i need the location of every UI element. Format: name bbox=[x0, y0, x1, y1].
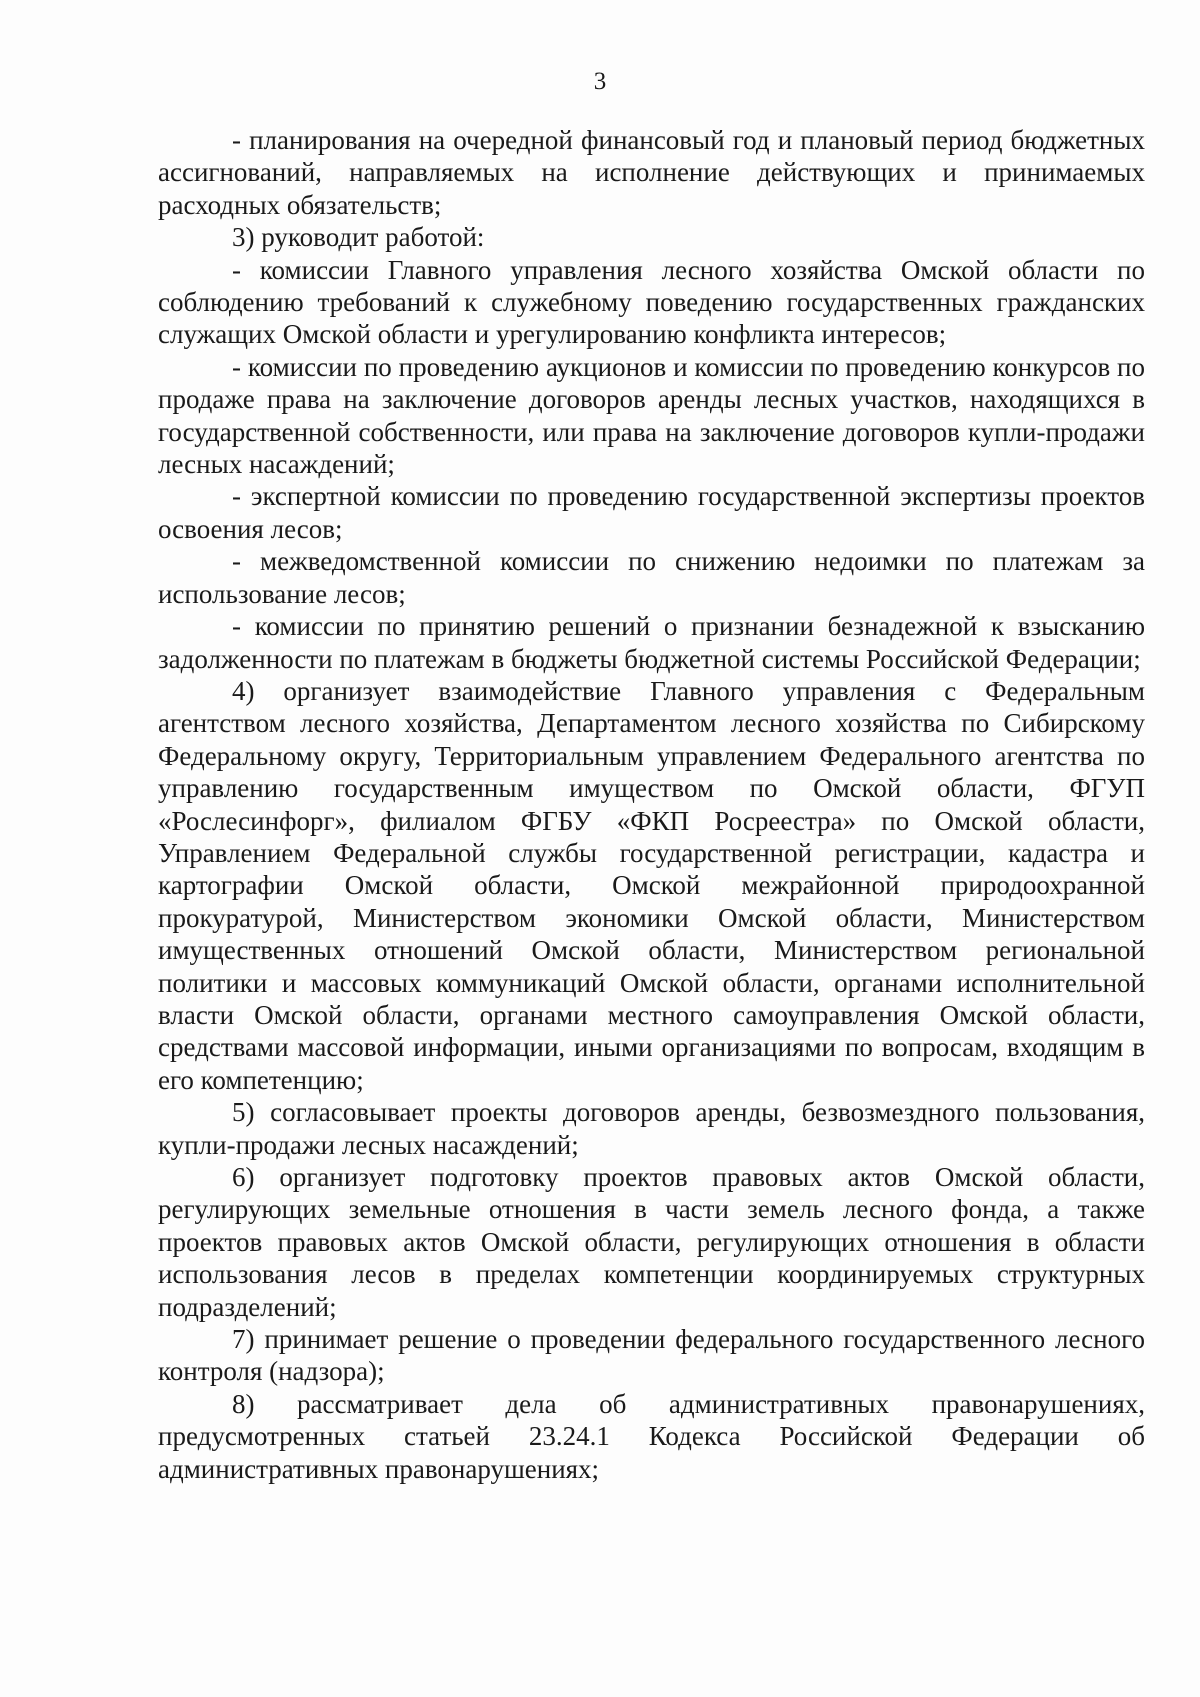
paragraph-bad-debt-commission: - комиссии по принятию решений о признании безнадежной к взысканию задолженности по платежам в бюджеты бюджетной системы Российской Федерации; bbox=[158, 611, 1145, 674]
paragraph-item-3-heading: 3) руководит работой: bbox=[232, 222, 485, 253]
paragraph-ethics-commission: - комиссии Главного управления лесного хозяйства Омской области по соблюдению требований к служебному поведению государственных гражданских служащих Омской области и урегулированию конфликта интересов; bbox=[158, 254, 1145, 350]
paragraph-arrears-commission: - межведомственной комиссии по снижению недоимки по платежам за использование лесов; bbox=[158, 546, 1145, 609]
paragraph-item-6-legal-acts: 6) организует подготовку проектов правовых актов Омской области, регулирующих земельные отношения в части земель лесного фонда, а также проектов правовых актов Омской области, регулирующих отношения в области использования лесов в пределах компетенции координируемых структурных подразделений; bbox=[158, 1162, 1145, 1322]
document-body bbox=[158, 124, 1145, 1485]
paragraph-budget-planning: - планирования на очередной финансовый год и плановый период бюджетных ассигнований, направляемых на исполнение действующих и принимаемых расходных обязательств; bbox=[158, 125, 1145, 220]
page-number: 3 bbox=[593, 68, 607, 95]
paragraph-item-8-offences: 8) рассматривает дела об административных правонарушениях, предусмотренных статьей 23.24.1 Кодекса Российской Федерации об административных правонарушениях; bbox=[158, 1388, 1145, 1484]
paragraph-auction-commission: - комиссии по проведению аукционов и комиссии по проведению конкурсов по продаже права на заключение договоров аренды лесных участков, находящихся в государственной собственности, или права на заключение договоров купли-продажи лесных насаждений; bbox=[158, 351, 1145, 480]
paragraph-item-5-contracts: 5) согласовывает проекты договоров аренды, безвозмездного пользования, купли-продажи лесных насаждений; bbox=[158, 1097, 1145, 1160]
paragraph-item-4-cooperation: 4) организует взаимодействие Главного управления с Федеральным агентством лесного хозяйства, Департаментом лесного хозяйства по Сибирскому Федеральному округу, Территориальным управлением Федерального агентства по управлению государственным имуществом по Омской области, ФГУП «Рослесинфорг», филиалом ФГБУ «ФКП Росреестра» по Омской области, Управлением Федеральной службы государственной регистрации, кадастра и картографии Омской области, Омской межрайонной природоохранной прокуратурой, Министерством экономики Омской области, Министерством имущественных отношений Омской области, Министерством региональной политики и массовых коммуникаций Омской области, органами исполнительной власти Омской области, органами местного самоуправления Омской области, средствами массовой информации, иными организациями по вопросам, входящим в его компетенцию; bbox=[158, 675, 1145, 1095]
paragraph-expert-commission: - экспертной комиссии по проведению государственной экспертизы проектов освоения лесов; bbox=[158, 481, 1145, 544]
paragraph-item-7-forest-control: 7) принимает решение о проведении федерального государственного лесного контроля (надзора); bbox=[158, 1324, 1145, 1387]
